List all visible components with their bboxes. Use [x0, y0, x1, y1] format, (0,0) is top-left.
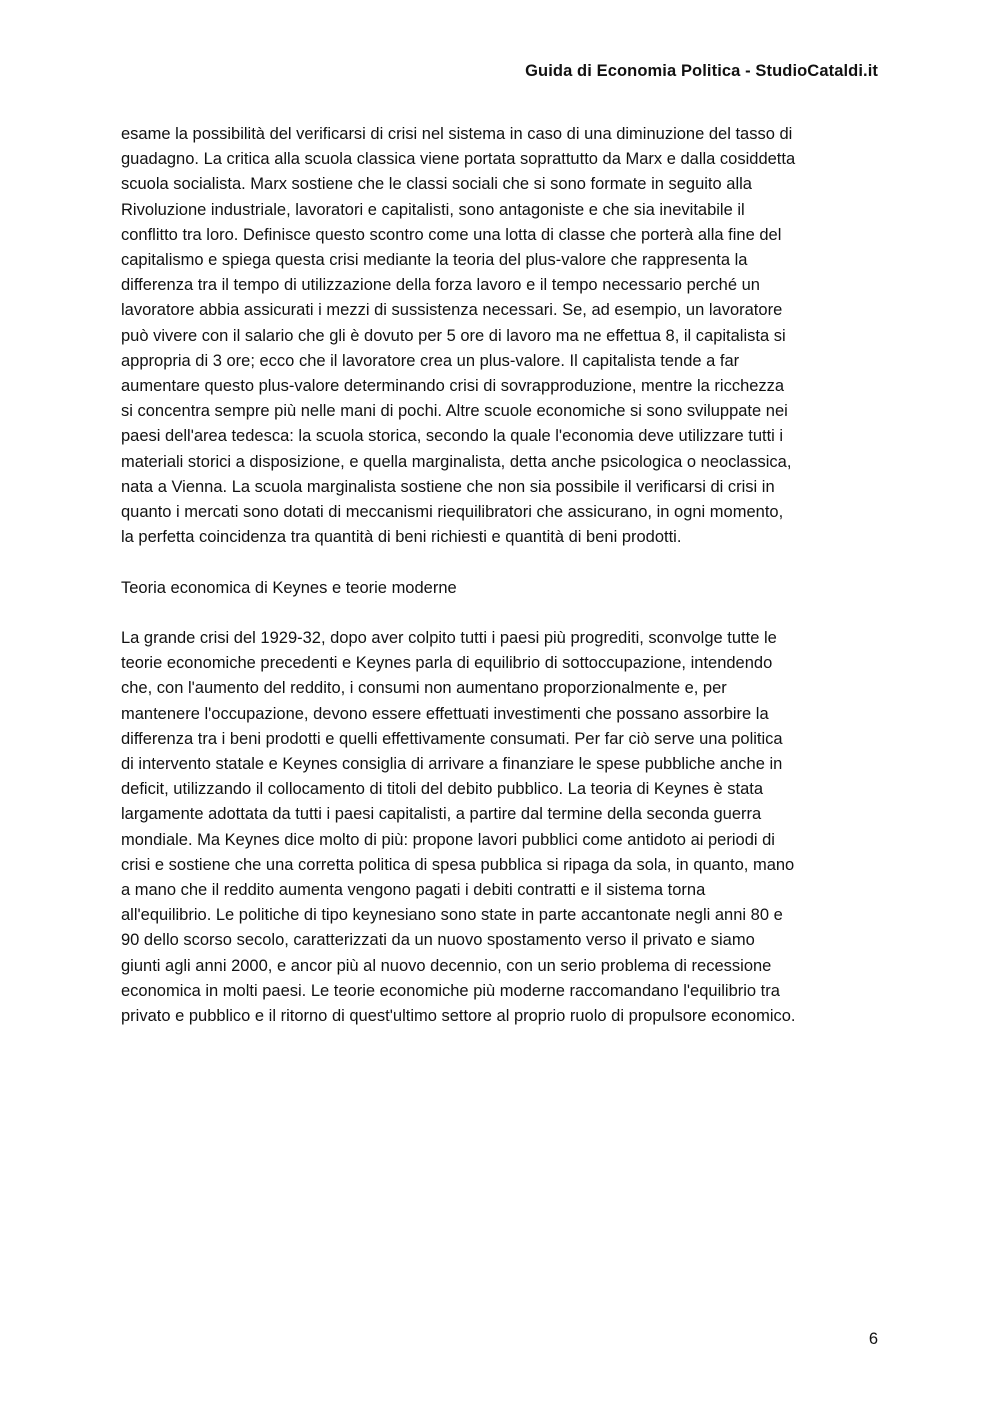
- text-line: teorie economiche precedenti e Keynes parla di equilibrio di sottoccupazione, intendendo: [121, 654, 773, 673]
- text-line: crisi e sostiene che una corretta politica di spesa pubblica si ripaga da sola, in quanto, mano: [121, 855, 795, 874]
- page-header-title: Guida di Economia Politica - StudioCataldi.it: [525, 62, 878, 80]
- text-line: materiali storici a disposizione, e quella marginalista, detta anche psicologica o neoclassica,: [121, 452, 792, 471]
- text-line: guadagno. La critica alla scuola classica viene portata soprattutto da Marx e dalla cosiddetta: [121, 150, 796, 169]
- text-line: a mano che il reddito aumenta vengono pagati i debiti contratti e il sistema torna: [121, 881, 706, 900]
- text-line: di intervento statale e Keynes consiglia di arrivare a finanziare le spese pubbliche anche in: [121, 755, 783, 774]
- text-line: capitalismo e spiega questa crisi mediante la teoria del plus-valore che rappresenta la: [121, 251, 748, 270]
- text-line: differenza tra i beni prodotti e quelli effettivamente consumati. Per far ciò serve una politica: [121, 729, 783, 748]
- document-body: [121, 122, 883, 1054]
- text-line: paesi dell'area tedesca: la scuola storica, secondo la quale l'economia deve utilizzare tutti i: [121, 427, 784, 446]
- paragraph-keynes: [121, 626, 883, 1029]
- text-line: la perfetta coincidenza tra quantità di beni richiesti e quantità di beni prodotti.: [121, 528, 682, 547]
- text-line: privato e pubblico e il ritorno di quest'ultimo settore al proprio ruolo di propulsore economico.: [121, 1007, 796, 1026]
- text-line: nata a Vienna. La scuola marginalista sostiene che non sia possibile il verificarsi di crisi in: [121, 477, 775, 496]
- text-line: aumentare questo plus-valore determinando crisi di sovrapproduzione, mentre la ricchezza: [121, 377, 785, 396]
- text-line: economica in molti paesi. Le teorie economiche più moderne raccomandano l'equilibrio tra: [121, 981, 780, 1000]
- text-line: può vivere con il salario che gli è dovuto per 5 ore di lavoro ma ne effettua 8, il capitalista si: [121, 326, 786, 345]
- text-line: Rivoluzione industriale, lavoratori e capitalisti, sono antagoniste e che sia inevitabile il: [121, 200, 745, 219]
- text-line: 90 dello scorso secolo, caratterizzati da un nuovo spostamento verso il privato e siamo: [121, 931, 755, 950]
- paragraph-marx-schools: [121, 122, 883, 550]
- page-number: 6: [868, 1330, 878, 1348]
- text-line: deficit, utilizzando il collocamento di titoli del debito pubblico. La teoria di Keynes è stata: [121, 780, 764, 799]
- section-title: Teoria economica di Keynes e teorie moderne: [121, 578, 457, 597]
- text-line: conflitto tra loro. Definisce questo scontro come una lotta di classe che porterà alla fine del: [121, 225, 782, 244]
- text-line: si concentra sempre più nelle mani di pochi. Altre scuole economiche si sono sviluppate nei: [121, 402, 788, 421]
- text-line: giunti agli anni 2000, e ancor più al nuovo decennio, con un serio problema di recessione: [121, 956, 772, 975]
- text-line: mondiale. Ma Keynes dice molto di più: propone lavori pubblici come antidoto ai periodi di: [121, 830, 775, 849]
- text-line: appropria di 3 ore; ecco che il lavoratore crea un plus-valore. Il capitalista tende a far: [121, 351, 740, 370]
- text-line: quanto i mercati sono dotati di meccanismi riequilibratori che assicurano, in ogni momento,: [121, 503, 784, 522]
- text-line: esame la possibilità del verificarsi di crisi nel sistema in caso di una diminuzione del tasso di: [121, 125, 793, 143]
- text-line: La grande crisi del 1929-32, dopo aver colpito tutti i paesi più progrediti, sconvolge tutte le: [121, 629, 777, 648]
- text-line: all'equilibrio. Le politiche di tipo keynesiano sono state in parte accantonate negli anni 80 e: [121, 906, 783, 925]
- text-line: lavoratore abbia assicurati i mezzi di sussistenza necessari. Se, ad esempio, un lavoratore: [121, 301, 783, 320]
- text-line: differenza tra il tempo di utilizzazione della forza lavoro e il tempo necessario perché un: [121, 276, 760, 295]
- text-line: mantenere l'occupazione, devono essere effettuati investimenti che possano assorbire la: [121, 704, 769, 723]
- text-line: che, con l'aumento del reddito, i consumi non aumentano proporzionalmente e, per: [121, 679, 727, 698]
- text-line: largamente adottata da tutti i paesi capitalisti, a partire dal termine della seconda guerra: [121, 805, 762, 824]
- text-line: scuola socialista. Marx sostiene che le classi sociali che si sono formate in seguito alla: [121, 175, 752, 194]
